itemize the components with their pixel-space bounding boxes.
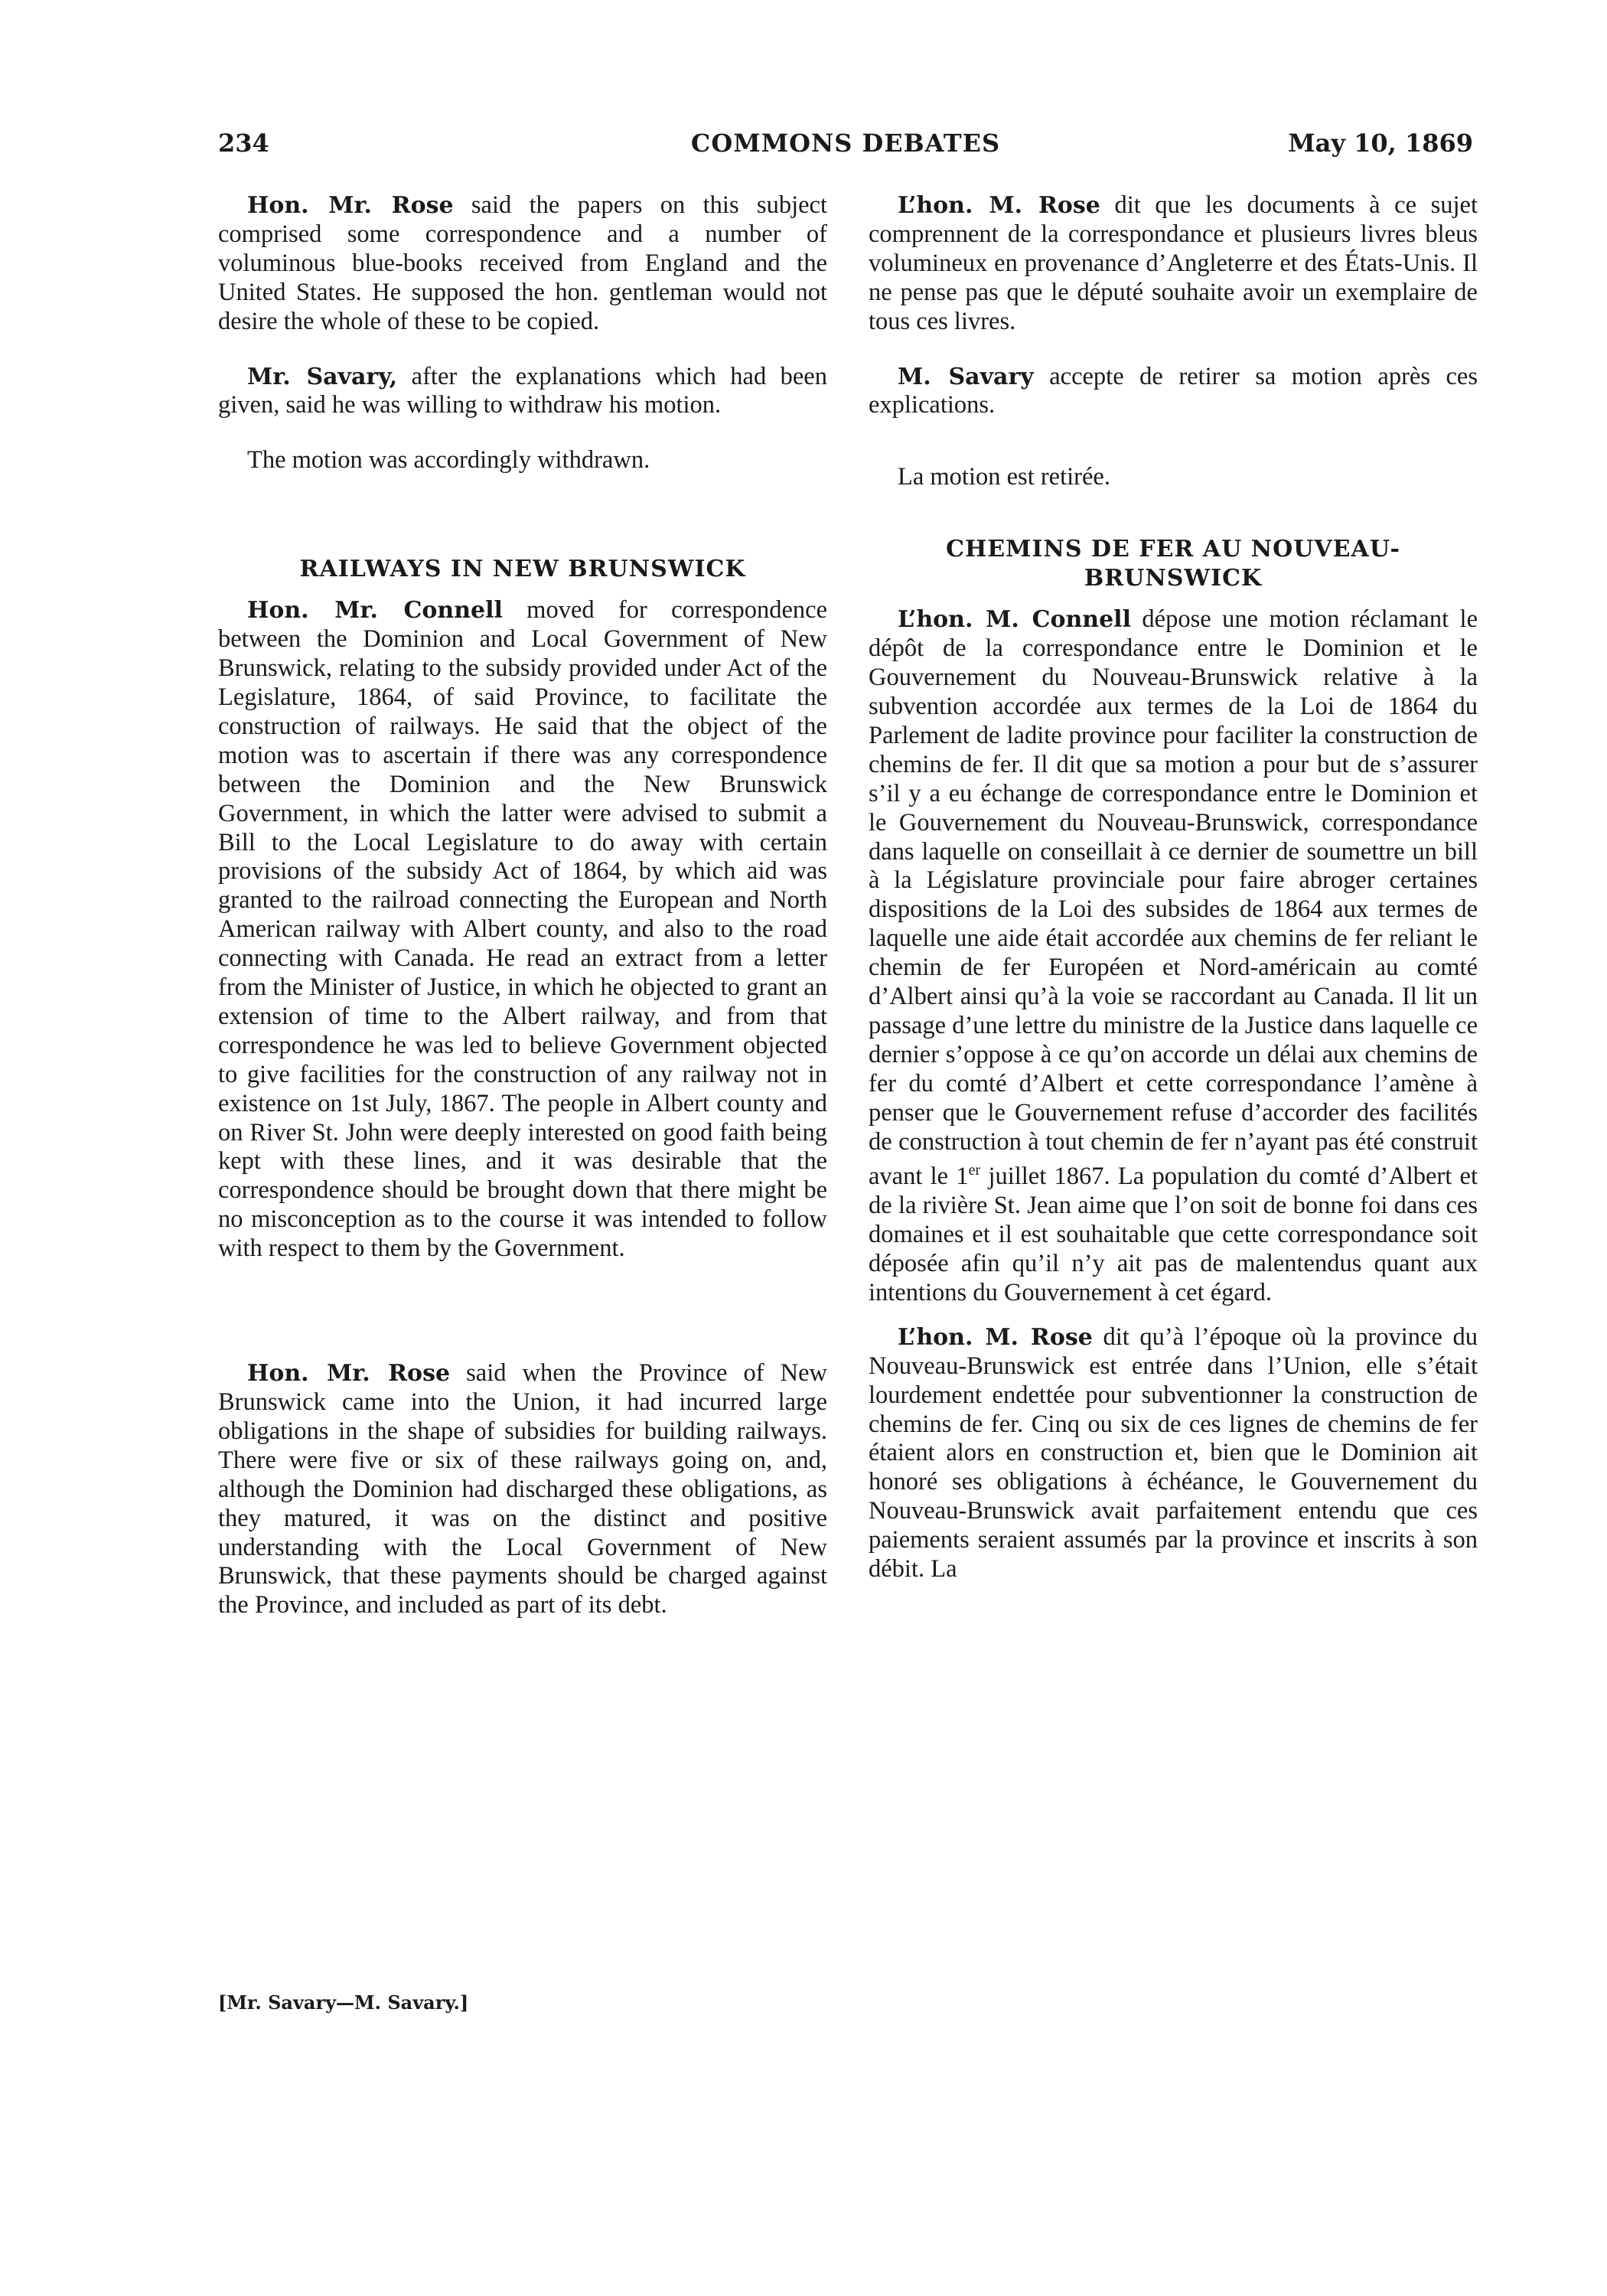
footnote: [Mr. Savary—M. Savary.]	[218, 1991, 469, 2014]
paragraph	[869, 1323, 1478, 1584]
speech-text: moved for correspondence between the Dominion and Local Government of New Brunswick, relating to the subsidy provided under Act of the Legislature, 1864, of said Province, to facilitate the construction of railways. He said that the object of the motion was to ascertain if there was any correspondence between the Dominion and the New Brunswick Government, in which the latter were advised to submit a Bill to the Local Legislature to do away with certain provisions of the subsidy Act of 1864, by which aid was granted to the railroad connecting the European and North American railway with Albert county, and also to the road connecting with Canada. He read an extract from a letter from the Minister of Justice, in which he objected to grant an extension of time to the Albert railway, and from that correspondence he was led to believe Government objected to give facilities for the construction of any railway not in existence on 1st July, 1867. The people in Albert county and on River St. John were deeply interested on good faith being kept with these lines, and it was desirable that the correspondence should be brought down that there might be no misconception as to the course it was intended to follow with respect to them by the Government.	[218, 596, 827, 1263]
english-column	[218, 191, 827, 1620]
paragraph: The motion was accordingly withdrawn.	[247, 446, 650, 475]
speaker-name: L’hon. M. Rose	[898, 192, 1100, 219]
speech-text: dit que les documents à ce sujet comprennent de la correspondance et plusieurs livres bleus volumineux en provenance d’Angleterre et des États-Unis. Il ne pense pas que le député souhaite avoir un exemplaire de tous ces livres.	[869, 191, 1478, 335]
speaker-name: Hon. Mr. Rose	[247, 192, 454, 219]
speech-text: dit qu’à l’époque où la province du Nouveau-Brunswick est entrée dans l’Union, elle s’était lourdement endettée pour subventionner la construction de chemins de fer. Cinq ou six de ces lignes de chemins de fer étaient alors en construction et, bien que le Dominion ait honoré ses obligations à échéance, le Gouvernement du Nouveau-Brunswick avait parfaitement entendu que ces paiements seraient assumés par la province et inscrits à son débit. La	[869, 1322, 1478, 1583]
speaker-name: L’hon. M. Connell	[898, 606, 1131, 634]
heading-line: BRUNSWICK	[1084, 565, 1263, 592]
speech-text: after the explanations which had been given, said he was willing to withdraw his motion.	[218, 362, 827, 419]
speaker-name: Hon. Mr. Rose	[247, 1360, 451, 1388]
speech-text: dépose une motion réclamant le dépôt de la correspondance entre le Dominion et le Gouvernement du Nouveau-Brunswick relative à la subvention accordée aux termes de la Loi de 1864 du Parlement de ladite province pour faciliter la construction de chemins de fer. Il dit que sa motion a pour but de s’assurer s’il y a eu échange de correspondance entre le Dominion et le Gouvernement du Nouveau-Brunswick, correspondance dans laquelle on conseillait à ce dernier de soumettre un bill à la Législature provinciale pour faire abroger certaines dispositions de la Loi des subsides de 1864 aux termes de laquelle une aide était accordée aux chemins de fer reliant le chemin de fer Européen et Nord-américain au comté d’Albert ainsi qu’à la voie se raccordant au Canada. Il lit un passage d’une lettre du ministre de la Justice dans laquelle ce dernier s’oppose à ce qu’on accorde un délai aux chemins de fer du comté d’Albert et cette correspondance l’amène à penser que le Gouvernement refuse d’accorder des facilités de construction à tout chemin de fer n’ayant pas été construit avant le 1	[869, 605, 1478, 1191]
paragraph	[869, 605, 1478, 1308]
speech-text: said when the Province of New Brunswick came into the Union, it had incurred large obligations in the shape of subsidies for building railways. There were five or six of these railways going on, and, although the Dominion had discharged these obligations, as they matured, it was on the distinct and positive understanding with the Local Government of New Brunswick, that these payments should be charged against the Province, and included as part of its debt.	[218, 1359, 827, 1619]
section-heading	[869, 535, 1478, 593]
paragraph	[869, 191, 1478, 337]
page-number: 234	[218, 129, 269, 158]
french-column	[869, 191, 1478, 1584]
speech-text: accepte de retirer sa motion après ces explications.	[869, 362, 1478, 419]
page-date: May 10, 1869	[1288, 129, 1473, 158]
paragraph	[218, 363, 827, 421]
paragraph	[218, 1359, 827, 1620]
speaker-name: Mr. Savary,	[247, 363, 398, 390]
speech-text: juillet 1867. La population du comté d’Albert et de la rivière St. Jean aime que l’on soit de bonne foi dans ces domaines et il est souhaitable que cette correspondance soit déposée afin qu’il n’y ait pas de malentendus quant aux intentions du Gouvernement à cet égard.	[869, 1163, 1478, 1306]
running-title: COMMONS DEBATES	[690, 129, 1001, 158]
speech-text: said the papers on this subject comprised some correspondence and a number of voluminous blue-books received from England and the United States. He supposed the hon. gentleman would not desire the whole of these to be copied.	[218, 191, 827, 335]
speaker-name: M. Savary	[898, 363, 1034, 390]
speaker-name: Hon. Mr. Connell	[247, 597, 503, 625]
heading-line: CHEMINS DE FER AU NOUVEAU-	[946, 536, 1400, 563]
speaker-name: L’hon. M. Rose	[898, 1323, 1093, 1351]
ordinal-superscript: er	[968, 1162, 981, 1179]
paragraph	[218, 596, 827, 1264]
section-heading: RAILWAYS IN NEW BRUNSWICK	[299, 556, 746, 583]
paragraph	[869, 363, 1478, 421]
page-header	[218, 129, 1473, 174]
paragraph	[218, 191, 827, 337]
paragraph: La motion est retirée.	[898, 463, 1110, 491]
